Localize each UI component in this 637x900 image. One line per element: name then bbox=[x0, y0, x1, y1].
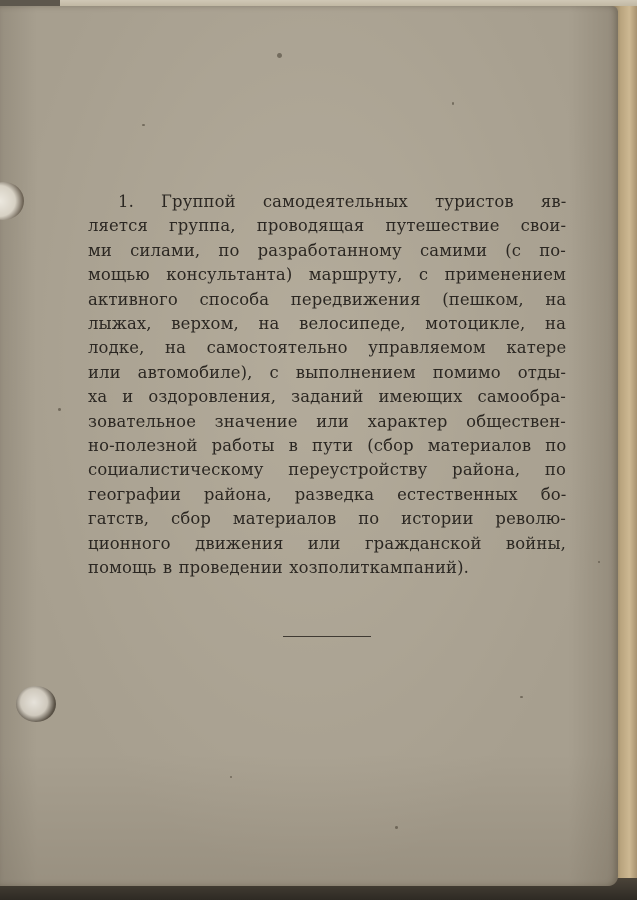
paragraph bbox=[88, 190, 566, 581]
paragraph-line: социалистическому переустройству района, по bbox=[88, 460, 566, 480]
paper-speck bbox=[395, 826, 398, 829]
paper-sheet bbox=[0, 6, 618, 886]
paragraph-line: ляется группа, проводящая путешествие свои- bbox=[88, 216, 567, 236]
paragraph-line: ха и оздоровления, заданий имеющих самообра- bbox=[88, 387, 566, 407]
paper-speck bbox=[142, 124, 145, 126]
paragraph-line: мощью консультанта) маршруту, с применением bbox=[88, 265, 566, 285]
paragraph-line: ми силами, по разработанному самими (с по- bbox=[88, 240, 566, 260]
binding-hole-bottom bbox=[16, 686, 56, 722]
paper-speck bbox=[520, 696, 523, 698]
paper-speck bbox=[277, 53, 282, 58]
paragraph-line: ционного движения или гражданской войны, bbox=[88, 533, 566, 553]
paragraph-line: 1. Группой самодеятельных туристов яв- bbox=[118, 192, 567, 211]
paragraph-line: лыжах, верхом, на велосипеде, мотоцикле, на bbox=[88, 314, 566, 334]
paper-speck bbox=[58, 408, 61, 411]
paragraph-line: зовательное значение или характер обществен- bbox=[88, 411, 566, 431]
binding-hole-top bbox=[0, 182, 24, 220]
paragraph-line: активного способа передвижения (пешком, на bbox=[88, 289, 567, 309]
paper-speck bbox=[598, 561, 600, 563]
paragraph-line: лодке, на самостоятельно управляемом катере bbox=[88, 338, 567, 358]
paragraph-line: но-полезной работы в пути (сбор материалов по bbox=[88, 436, 567, 456]
paper-speck bbox=[230, 776, 232, 778]
paragraph-line: гатств, сбор материалов по истории револю- bbox=[88, 509, 566, 529]
paper-speck bbox=[452, 102, 454, 105]
section-divider bbox=[283, 636, 371, 637]
paragraph-line: географии района, разведка естественных бо- bbox=[88, 484, 567, 504]
paragraph-line: или автомобиле), с выполнением помимо отды- bbox=[88, 362, 567, 382]
paragraph-line: помощь в проведении хозполиткампаний). bbox=[88, 558, 469, 578]
